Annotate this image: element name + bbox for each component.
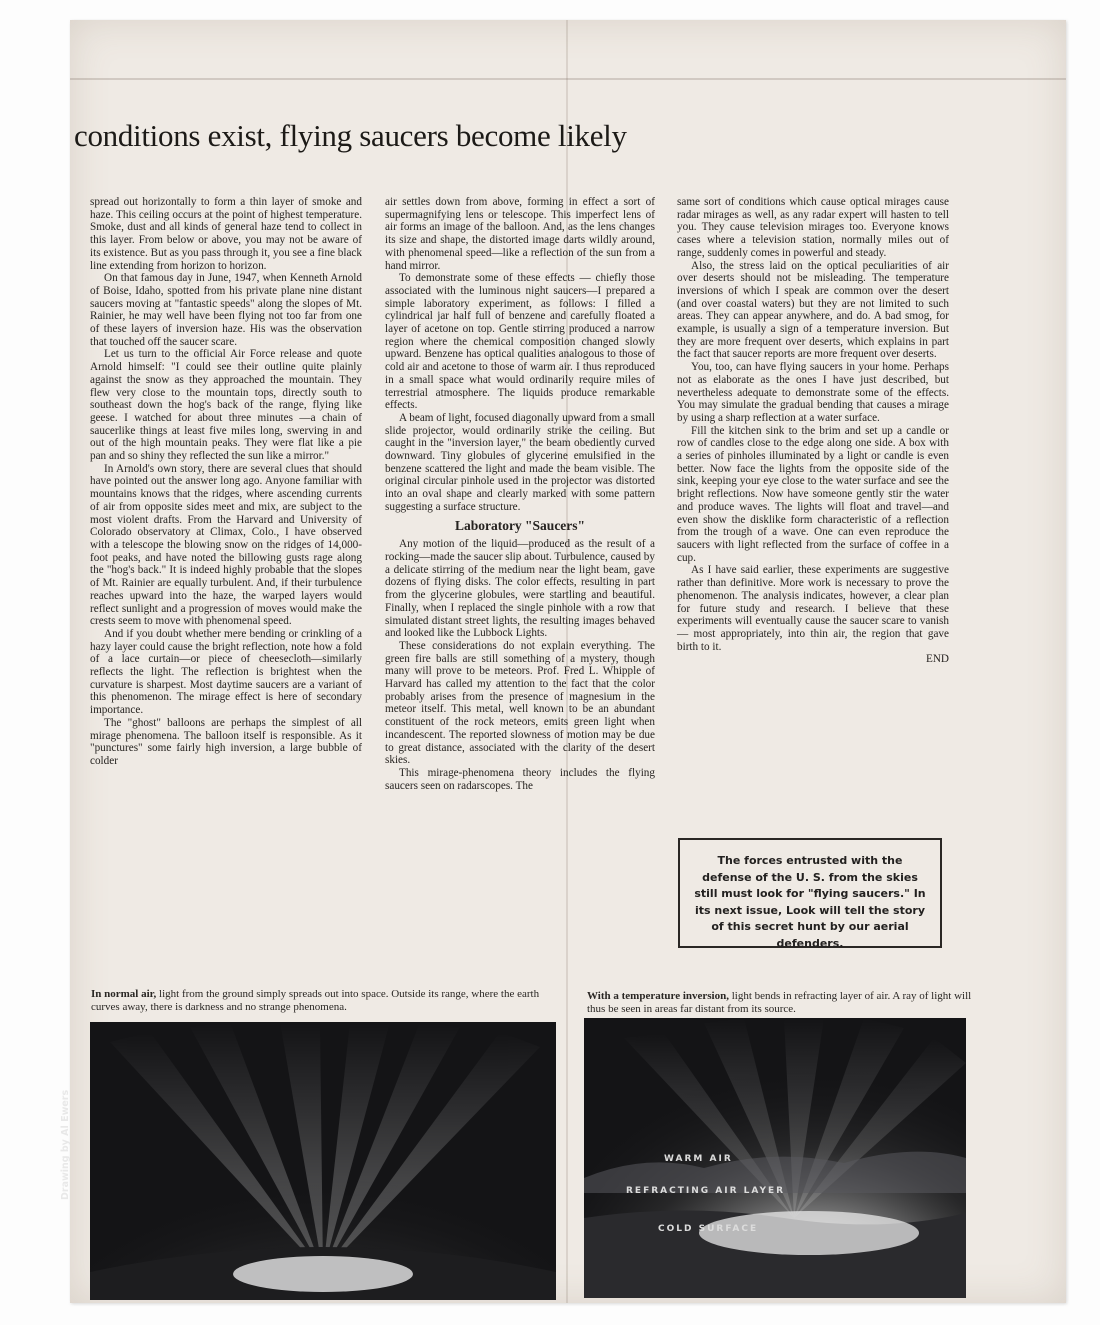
illustration-credit: Drawing by Al Ewers	[60, 1089, 71, 1200]
paragraph: Also, the stress laid on the optical peculiarities of air over deserts should not be misleading. The temperature inversions of which I speak are common over the desert (and over coastal waters) but they are not limited to such areas. They can appear anywhere, and do. A bad smog, for example, is usually a sign of a temperature inversion. But they are more frequent over deserts, which explains in part the fact that saucer reports are more frequent over deserts.	[677, 259, 949, 361]
city-lights	[233, 1256, 413, 1292]
light-bending-drawing	[584, 1018, 966, 1298]
paragraph: Any motion of the liquid—produced as the result of a rocking—made the saucer slip about. Turbulence, caused by a delicate stirring of the medium near the light beam, gave dozens of flying disks. The color effects, resulting in part from the glycerine globules, were startling and beautiful. Finally, when I replaced the single pinhole with a row that simulated distant street lights, the resulting images behaved and looked like the Lubbock Lights.	[385, 538, 655, 640]
paragraph: On that famous day in June, 1947, when Kenneth Arnold of Boise, Idaho, spotted from his private plane nine distant saucers moving at "fantastic speeds" along the slopes of Mt. Rainier, he may well have been flying not too far from one of these layers of inversion haze. His was the observation that touched off the saucer scare.	[90, 272, 362, 348]
paragraph: To demonstrate some of these effects — chiefly those associated with the luminous night saucers—I prepared a simple laboratory experiment, as follows: I filled a cylindrical jar half full of benzene and carefully floated a layer of acetone on top. Gentle stirring produced a narrow region where the chemical composition changed slowly upward. Benzene has optical qualities analogous to those of cold air and acetone to those of warm air. I thus reproduced in a small space what would ordinarily require miles of terrestrial atmosphere. The liquids produce remarkable effects.	[385, 272, 655, 412]
illustration-inversion	[584, 1018, 966, 1298]
paragraph: spread out horizontally to form a thin layer of smoke and haze. This ceiling occurs at the point of highest temperature. Smoke, dust and all kinds of general haze tend to collect in this layer. From below or above, you may not be aware of its existence. But as you pass through it, you see a fine black line extending from horizon to horizon.	[90, 196, 362, 272]
end-mark: END	[926, 653, 949, 666]
paragraph: air settles down from above, forming in effect a sort of supermagnifying lens or telescope. This imperfect lens of air forms an image of the balloon. And, as the lens changes its size and shape, the distorted image darts wildly around, with phenomenal speed—like a reflection of the sun from a hand mirror.	[385, 196, 655, 272]
caption-inversion	[587, 990, 977, 1015]
article-column-2	[385, 196, 655, 792]
fold-crease	[70, 78, 1066, 80]
label-refracting-air-layer: REFRACTING AIR LAYER	[626, 1186, 786, 1196]
paragraph: same sort of conditions which cause optical mirages cause radar mirages as well, as any radar expert will hasten to tell you. They cause television mirages too. Everyone knows cases where a television station, normally miles out of range, suddenly comes in powerful and steady.	[677, 196, 949, 259]
subheading: Laboratory "Saucers"	[454, 517, 586, 533]
article-column-1	[90, 196, 362, 768]
paragraph: A beam of light, focused diagonally upward from a small slide projector, would ordinarily strike the ceiling. But caught in the "inversion layer," the beam obediently curved downward. Tiny globules of glycerine emulsified in the benzene scattered the light and made the beam visible. The original circular pinhole used in the projector was distorted into an oval shape and clearly marked with some pattern suggesting a surface structure.	[385, 411, 656, 513]
paragraph: Fill the kitchen sink to the brim and set up a candle or row of candles close to the edge along one side. A box with a series of pinholes illuminated by a light or candle is even better. Now face the lights from the opposite side of the sink, keeping your eye close to the water surface and see the bright reflections. Now have someone gently stir the water and produce waves. The lights will float and travel—and even show the disklike form characteristic of a reflection from the trough of a wave. One can even reproduce the saucers with light reflected from the surface of coffee in a cup.	[677, 424, 949, 564]
paragraph: You, too, can have flying saucers in your home. Perhaps not as elaborate as the ones I have just described, but nevertheless adequate to demonstrate some of the effects. You may simulate the gradual bending that causes a mirage by using a sharp reflection at a water surface.	[677, 361, 949, 424]
caption-normal-air	[91, 988, 561, 1013]
paragraph: The "ghost" balloons are perhaps the simplest of all mirage phenomena. The balloon itself is responsible. As it "punctures" some fairly high inversion, a large bubble of colder	[90, 716, 362, 767]
paragraph: And if you doubt whether mere bending or crinkling of a hazy layer could cause the bright reflection, note how a fold of a lace curtain—or piece of cheesecloth—similarly reflects the light. The reflection is brightest when the curvature is sharpest. Most daytime saucers are a variant of this phenomenon. The mirage effect is here of secondary importance.	[90, 627, 362, 717]
label-warm-air: WARM AIR	[664, 1154, 733, 1164]
illustration-normal-air	[90, 1022, 556, 1300]
caption-lead: With a temperature inversion,	[587, 990, 729, 1002]
paragraph: As I have said earlier, these experiments are suggestive rather than definitive. More work is necessary to prove the phenomenon. The analysis indicates, however, a clear plan for future study and research. I believe that these experiments will eventually cause the saucer scare to vanish — most appropriately, into thin air, the region that gave birth to it.	[677, 564, 949, 653]
label-cold-surface: COLD SURFACE	[658, 1224, 759, 1234]
paragraph: Let us turn to the official Air Force release and quote Arnold himself: "I could see their outline quite plainly against the snow as they approached the mountain. They flew very close to the mountain tops, directly south to southeast down the hog's back of the range, flying like geese. I watched for about three minutes —a chain of saucerlike things at least five miles long, swerving in and out of the high mountain peaks. They were flat like a pie pan and so shiny they reflected the sun like a mirror."	[90, 348, 362, 463]
paragraph: These considerations do not explain everything. The green fire balls are still something of a mystery, though many will prove to be meteors. Prof. Fred L. Whipple of Harvard has called my attention to the fact that the color probably arises from the presence of magnesium in the meteor itself. This metal, well known to be an abundant constituent of the rock meteors, emits green light when incandescent. The reported slowness of motion may be due to great distance, associated with the clarity of the desert skies.	[385, 639, 655, 767]
promo-box: The forces entrusted with the defense of the U. S. from the skies still must look for "flying saucers." In its next issue, Look will tell the story of this secret hunt by our aerial defenders.	[678, 838, 942, 948]
caption-text: light from the ground simply spreads out into space. Outside its range, where the earth curves away, there is darkness and no strange phenomena.	[91, 988, 540, 1013]
caption-text: light bends in refracting layer of air. A ray of light will thus be seen in areas far distant from its source.	[587, 990, 972, 1015]
headline: conditions exist, flying saucers become likely	[74, 118, 627, 153]
article-column-3	[677, 196, 949, 666]
paragraph: This mirage-phenomena theory includes the flying saucers seen on radarscopes. The	[385, 766, 655, 792]
paragraph: In Arnold's own story, there are several clues that should have pointed out the answer long ago. Anyone familiar with mountains knows that the ridges, where ascending currents of air from opposite sides meet and mix, are subject to the most violent drafts. From the Harvard and University of Colorado observatory at Climax, Colo., I have observed with a telescope the blowing snow on the ridges of 14,000-foot peaks, and have noted the billowing gusts rage along the "hog's back." It is indeed highly probable that the slopes of Mt. Rainier are equally turbulent. And, if their turbulence reaches upward into the haze, the warped layers would reflect sunlight and a progression of moves would make the crests seem to move with phenomenal speed.	[90, 462, 362, 628]
caption-lead: In normal air,	[91, 988, 157, 1000]
light-spread-drawing	[90, 1022, 556, 1300]
